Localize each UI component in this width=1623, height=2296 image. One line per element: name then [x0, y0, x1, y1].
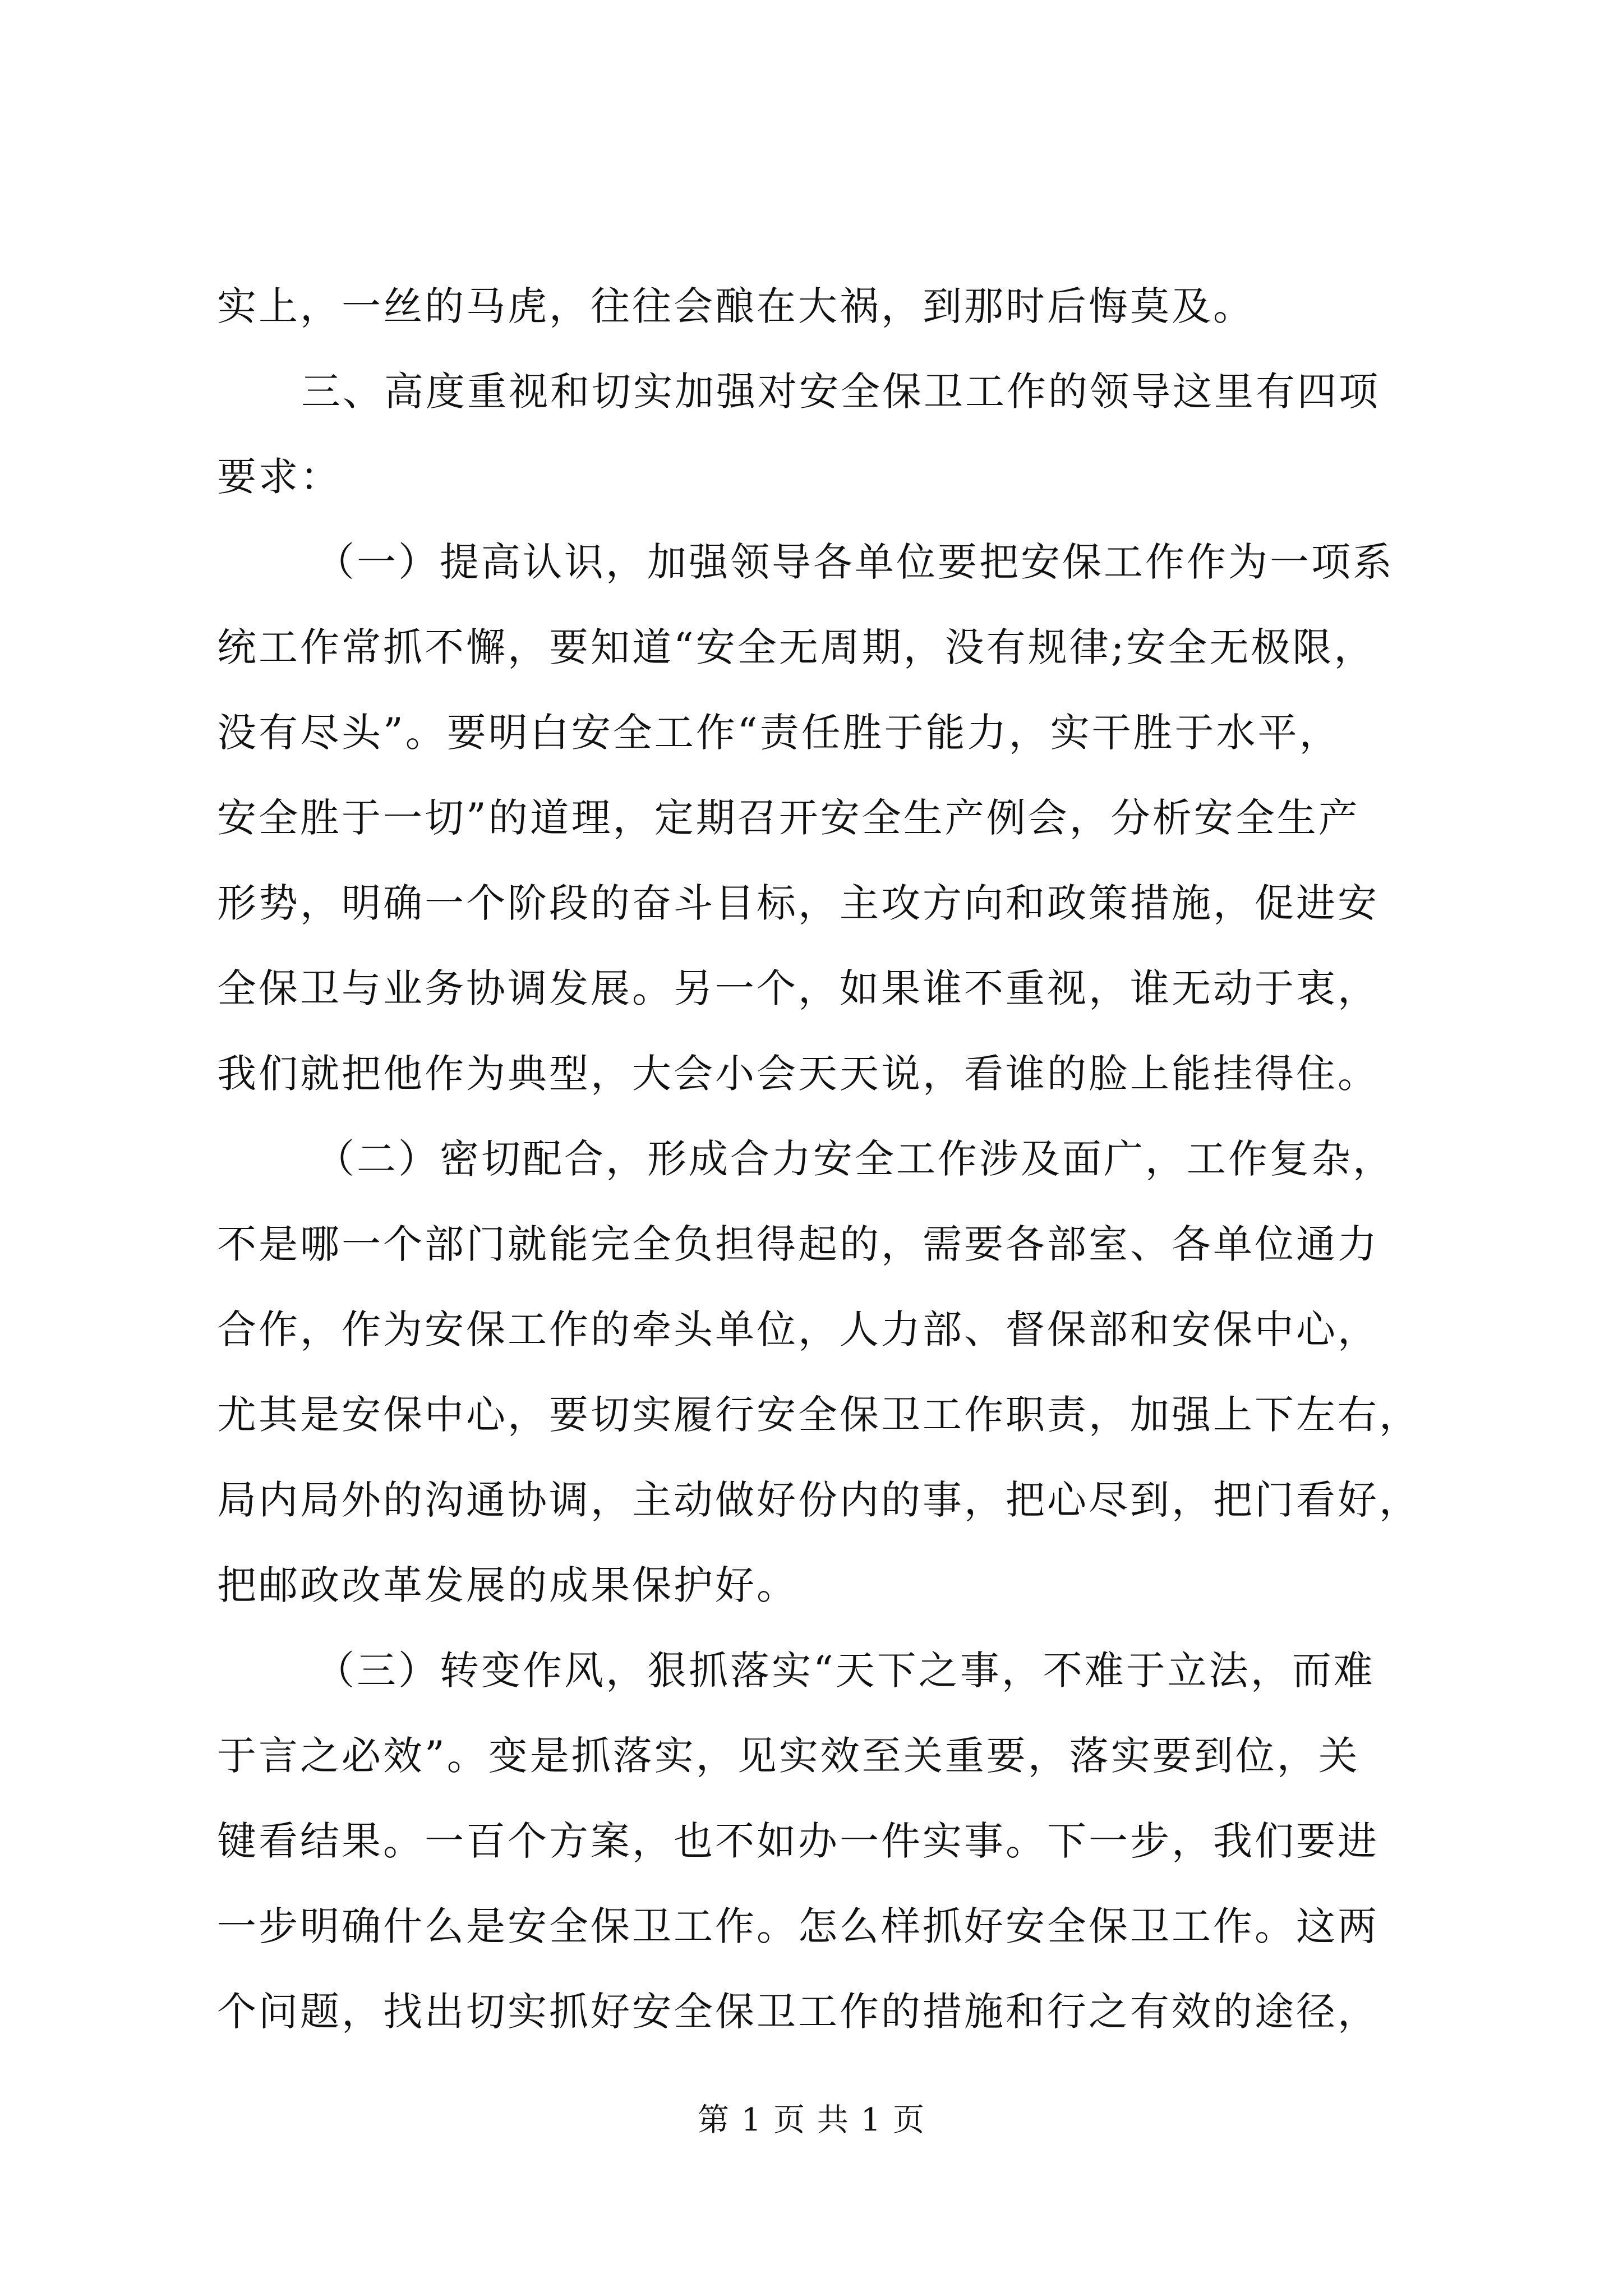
- body-line: 我们就把他作为典型，大会小会天天说，看谁的脸上能挂得住。: [217, 1051, 1379, 1097]
- body-line: 统工作常抓不懈，要知道“安全无周期，没有规律;安全无极限，: [217, 624, 1376, 670]
- body-line: 不是哪一个部门就能完全负担得起的，需要各部室、各单位通力: [217, 1221, 1379, 1267]
- body-line: 一步明确什么是安全保卫工作。怎么样抓好安全保卫工作。这两: [217, 1903, 1379, 1949]
- body-line: 于言之必效”。变是抓落实，见实效至关重要，落实要到位，关: [217, 1733, 1360, 1779]
- body-line: 合作，作为安保工作的牵头单位，人力部、督保部和安保中心，: [217, 1306, 1379, 1352]
- subsection-line: （二）密切配合，形成合力安全工作涉及面广，工作复杂，: [315, 1136, 1394, 1182]
- page-footer: 第 1 页 共 1 页: [697, 2102, 926, 2138]
- body-line: 个问题，找出切实抓好安全保卫工作的措施和行之有效的途径，: [217, 1989, 1379, 2035]
- section-heading: 三、高度重视和切实加强对安全保卫工作的领导这里有四项: [301, 369, 1380, 415]
- body-line: 没有尽头”。要明白安全工作“责任胜于能力，实干胜于水平，: [217, 710, 1341, 756]
- body-line: 形势，明确一个阶段的奋斗目标，主攻方向和政策措施，促进安: [217, 880, 1379, 926]
- body-line: 尤其是安保中心，要切实履行安全保卫工作职责，加强上下左右，: [217, 1392, 1421, 1438]
- body-line: 安全胜于一切”的道理，定期召开安全生产例会，分析安全生产: [217, 795, 1360, 841]
- document-body: [217, 264, 1421, 2054]
- body-line: 局内局外的沟通协调，主动做好份内的事，把心尽到，把门看好，: [217, 1477, 1421, 1523]
- body-line: 全保卫与业务协调发展。另一个，如果谁不重视，谁无动于衷，: [217, 965, 1379, 1011]
- body-line: 要求：: [217, 454, 342, 500]
- body-line: 实上，一丝的马虎，往往会酿在大祸，到那时后悔莫及。: [217, 283, 1255, 329]
- subsection-line: （一）提高认识，加强领导各单位要把安保工作作为一项系: [315, 539, 1394, 585]
- subsection-line: （三）转变作风，狠抓落实“天下之事，不难于立法，而难: [315, 1648, 1375, 1694]
- body-line: 把邮政改革发展的成果保护好。: [217, 1562, 798, 1608]
- body-line: 键看结果。一百个方案，也不如办一件实事。下一步，我们要进: [217, 1818, 1379, 1864]
